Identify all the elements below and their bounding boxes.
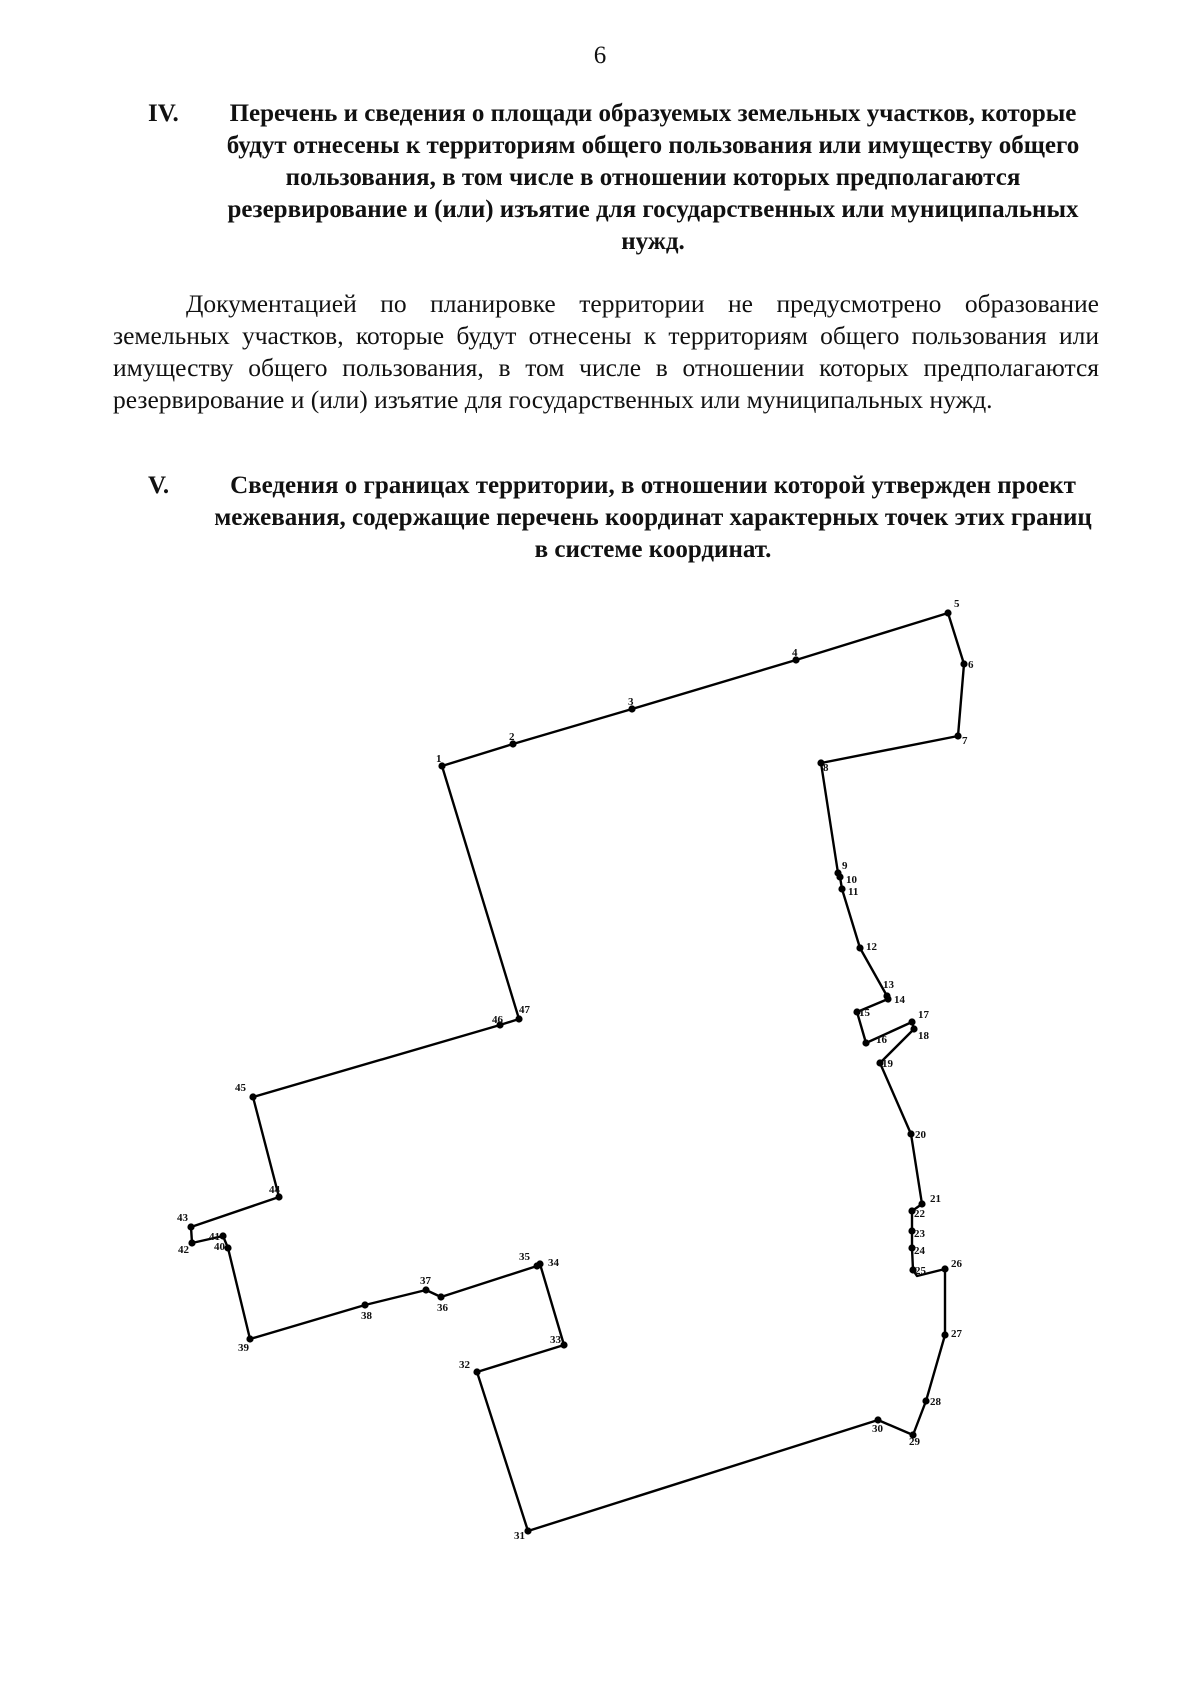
boundary-point-32 — [473, 1368, 480, 1375]
boundary-point-28 — [922, 1397, 929, 1404]
boundary-point-label-34: 34 — [548, 1257, 559, 1269]
boundary-point-43 — [187, 1223, 194, 1230]
section-v-title: Сведения о границах территории, в отношении которой утвержден проект межевания, содержащие перечень координат характерных точек этих границ в системе координат. — [214, 472, 1092, 563]
boundary-point-20 — [907, 1130, 914, 1137]
boundary-point-40 — [224, 1244, 231, 1251]
boundary-point-label-28: 28 — [930, 1396, 941, 1408]
boundary-point-label-26: 26 — [951, 1258, 962, 1270]
boundary-point-label-30: 30 — [872, 1423, 883, 1435]
page-number: 6 — [593, 42, 607, 69]
boundary-point-label-36: 36 — [437, 1302, 448, 1314]
section-iv-heading — [148, 98, 1098, 258]
boundary-point-33 — [560, 1341, 567, 1348]
boundary-point-label-42: 42 — [178, 1244, 189, 1256]
boundary-point-label-45: 45 — [235, 1082, 246, 1094]
boundary-point-6 — [960, 660, 967, 667]
boundary-point-label-47: 47 — [519, 1004, 530, 1016]
boundary-point-10 — [836, 873, 843, 880]
boundary-point-label-11: 11 — [848, 886, 859, 898]
boundary-point-31 — [524, 1527, 531, 1534]
boundary-point-label-29: 29 — [909, 1436, 920, 1448]
boundary-point-label-13: 13 — [883, 979, 894, 991]
boundary-point-41 — [219, 1232, 226, 1239]
boundary-point-label-6: 6 — [968, 659, 974, 671]
boundary-point-label-4: 4 — [792, 647, 798, 659]
boundary-point-label-16: 16 — [876, 1034, 887, 1046]
boundary-point-7 — [954, 732, 961, 739]
boundary-point-label-27: 27 — [951, 1328, 962, 1340]
boundary-point-5 — [944, 609, 951, 616]
boundary-point-12 — [856, 944, 863, 951]
boundary-point-label-43: 43 — [177, 1212, 188, 1224]
boundary-point-14 — [884, 995, 891, 1002]
boundary-point-label-23: 23 — [914, 1228, 925, 1240]
boundary-point-label-17: 17 — [918, 1009, 929, 1021]
boundary-point-label-12: 12 — [866, 941, 877, 953]
boundary-point-42 — [188, 1239, 195, 1246]
boundary-point-38 — [361, 1301, 368, 1308]
boundary-point-label-7: 7 — [962, 735, 968, 747]
section-v-heading — [148, 470, 1098, 566]
boundary-point-label-9: 9 — [842, 860, 848, 872]
boundary-point-label-8: 8 — [823, 762, 829, 774]
boundary-point-label-44: 44 — [269, 1184, 280, 1196]
boundary-point-label-3: 3 — [628, 696, 634, 708]
boundary-point-16 — [862, 1039, 869, 1046]
boundary-point-17 — [908, 1018, 915, 1025]
boundary-point-label-15: 15 — [859, 1007, 870, 1019]
boundary-point-label-14: 14 — [894, 994, 905, 1006]
boundary-point-label-5: 5 — [954, 600, 960, 610]
boundary-point-47 — [515, 1015, 522, 1022]
section-iv-title: Перечень и сведения о площади образуемых земельных участков, которые будут отнесены к территориям общего пользования или имуществу общего пользования, в том числе в отношении которых предполагаются резервирование и (или) изъятие для государственных или муниципальных нужд. — [226, 100, 1080, 255]
boundary-point-label-37: 37 — [420, 1275, 431, 1287]
boundary-point-label-1: 1 — [436, 753, 442, 765]
boundary-point-label-32: 32 — [459, 1359, 470, 1371]
boundary-point-35 — [533, 1262, 540, 1269]
boundary-point-label-19: 19 — [882, 1058, 893, 1070]
boundary-point-label-40: 40 — [214, 1241, 225, 1253]
boundary-point-label-24: 24 — [914, 1245, 925, 1257]
boundary-point-37 — [422, 1286, 429, 1293]
boundary-point-label-20: 20 — [915, 1129, 926, 1141]
boundary-point-label-35: 35 — [519, 1251, 530, 1263]
boundary-point-27 — [941, 1331, 948, 1338]
section-iv-paragraph: Документацией по планировке территории не предусмотрено образование земельных участков, которые будут отнесены к территориям общего пользования или имуществу общего пользования, в том числе в отношении которых предполагаются резервирование и (или) изъятие для государственных или муниципальных нужд. — [113, 289, 1099, 414]
boundary-point-label-41: 41 — [209, 1231, 220, 1243]
section-v-number: V. — [148, 472, 170, 499]
boundary-point-label-2: 2 — [509, 731, 515, 743]
boundary-point-label-33: 33 — [550, 1334, 561, 1346]
boundary-point-45 — [249, 1093, 256, 1100]
boundary-outline — [191, 613, 964, 1531]
boundary-point-18 — [910, 1025, 917, 1032]
boundary-point-label-21: 21 — [930, 1193, 941, 1205]
boundary-point-label-25: 25 — [915, 1265, 926, 1277]
boundary-points — [177, 600, 974, 1542]
boundary-point-label-31: 31 — [514, 1530, 525, 1542]
boundary-diagram — [0, 600, 1200, 1580]
boundary-point-11 — [838, 885, 845, 892]
boundary-point-label-10: 10 — [846, 874, 857, 886]
boundary-point-label-18: 18 — [918, 1030, 929, 1042]
boundary-point-36 — [437, 1293, 444, 1300]
boundary-point-label-46: 46 — [492, 1014, 503, 1026]
boundary-point-label-39: 39 — [238, 1342, 249, 1354]
boundary-point-21 — [918, 1200, 925, 1207]
boundary-point-label-22: 22 — [914, 1208, 925, 1220]
section-iv-number: IV. — [148, 100, 179, 127]
boundary-point-26 — [941, 1265, 948, 1272]
boundary-point-label-38: 38 — [361, 1310, 372, 1322]
